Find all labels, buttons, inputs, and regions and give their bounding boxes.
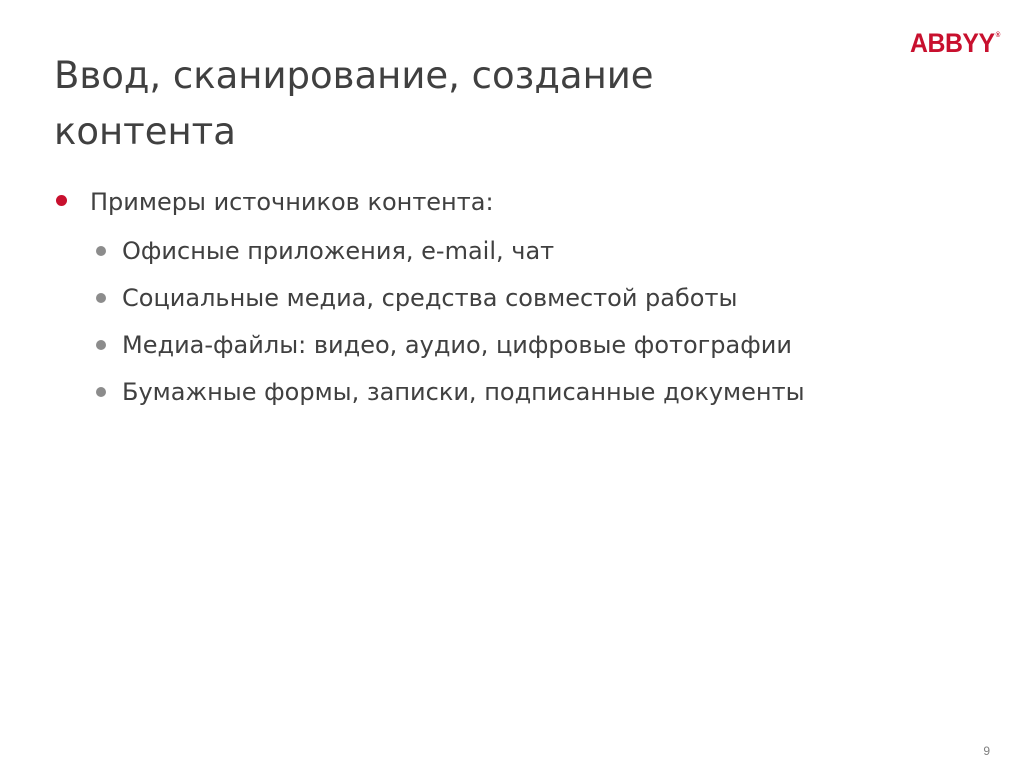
sub-bullet-list <box>54 228 974 416</box>
slide-content <box>54 182 974 416</box>
sub-bullet-item <box>54 275 974 322</box>
sub-bullet-text: Бумажные формы, записки, подписанные документы <box>122 378 805 406</box>
registered-mark: ® <box>995 32 1000 39</box>
sub-bullet-item <box>54 369 974 416</box>
gray-bullet-icon <box>96 387 106 397</box>
gray-bullet-icon <box>96 340 106 350</box>
red-bullet-icon <box>56 195 67 206</box>
title-line-2: контента <box>54 110 236 153</box>
page-number: 9 <box>983 744 990 758</box>
gray-bullet-icon <box>96 293 106 303</box>
sub-bullet-text: Социальные медиа, средства совместой работы <box>122 284 738 312</box>
sub-bullet-text: Медиа-файлы: видео, аудио, цифровые фотографии <box>122 331 792 359</box>
sub-bullet-item <box>54 322 974 369</box>
sub-bullet-item <box>54 228 974 275</box>
gray-bullet-icon <box>96 246 106 256</box>
slide-title <box>54 48 854 160</box>
title-line-1: Ввод, сканирование, создание <box>54 54 654 97</box>
sub-bullet-text: Офисные приложения, e-mail, чат <box>122 237 555 265</box>
logo-text: ABBYY <box>910 28 995 58</box>
bullet-item <box>54 182 974 222</box>
abbyy-logo <box>910 30 1000 57</box>
bullet-text: Примеры источников контента: <box>90 188 494 216</box>
